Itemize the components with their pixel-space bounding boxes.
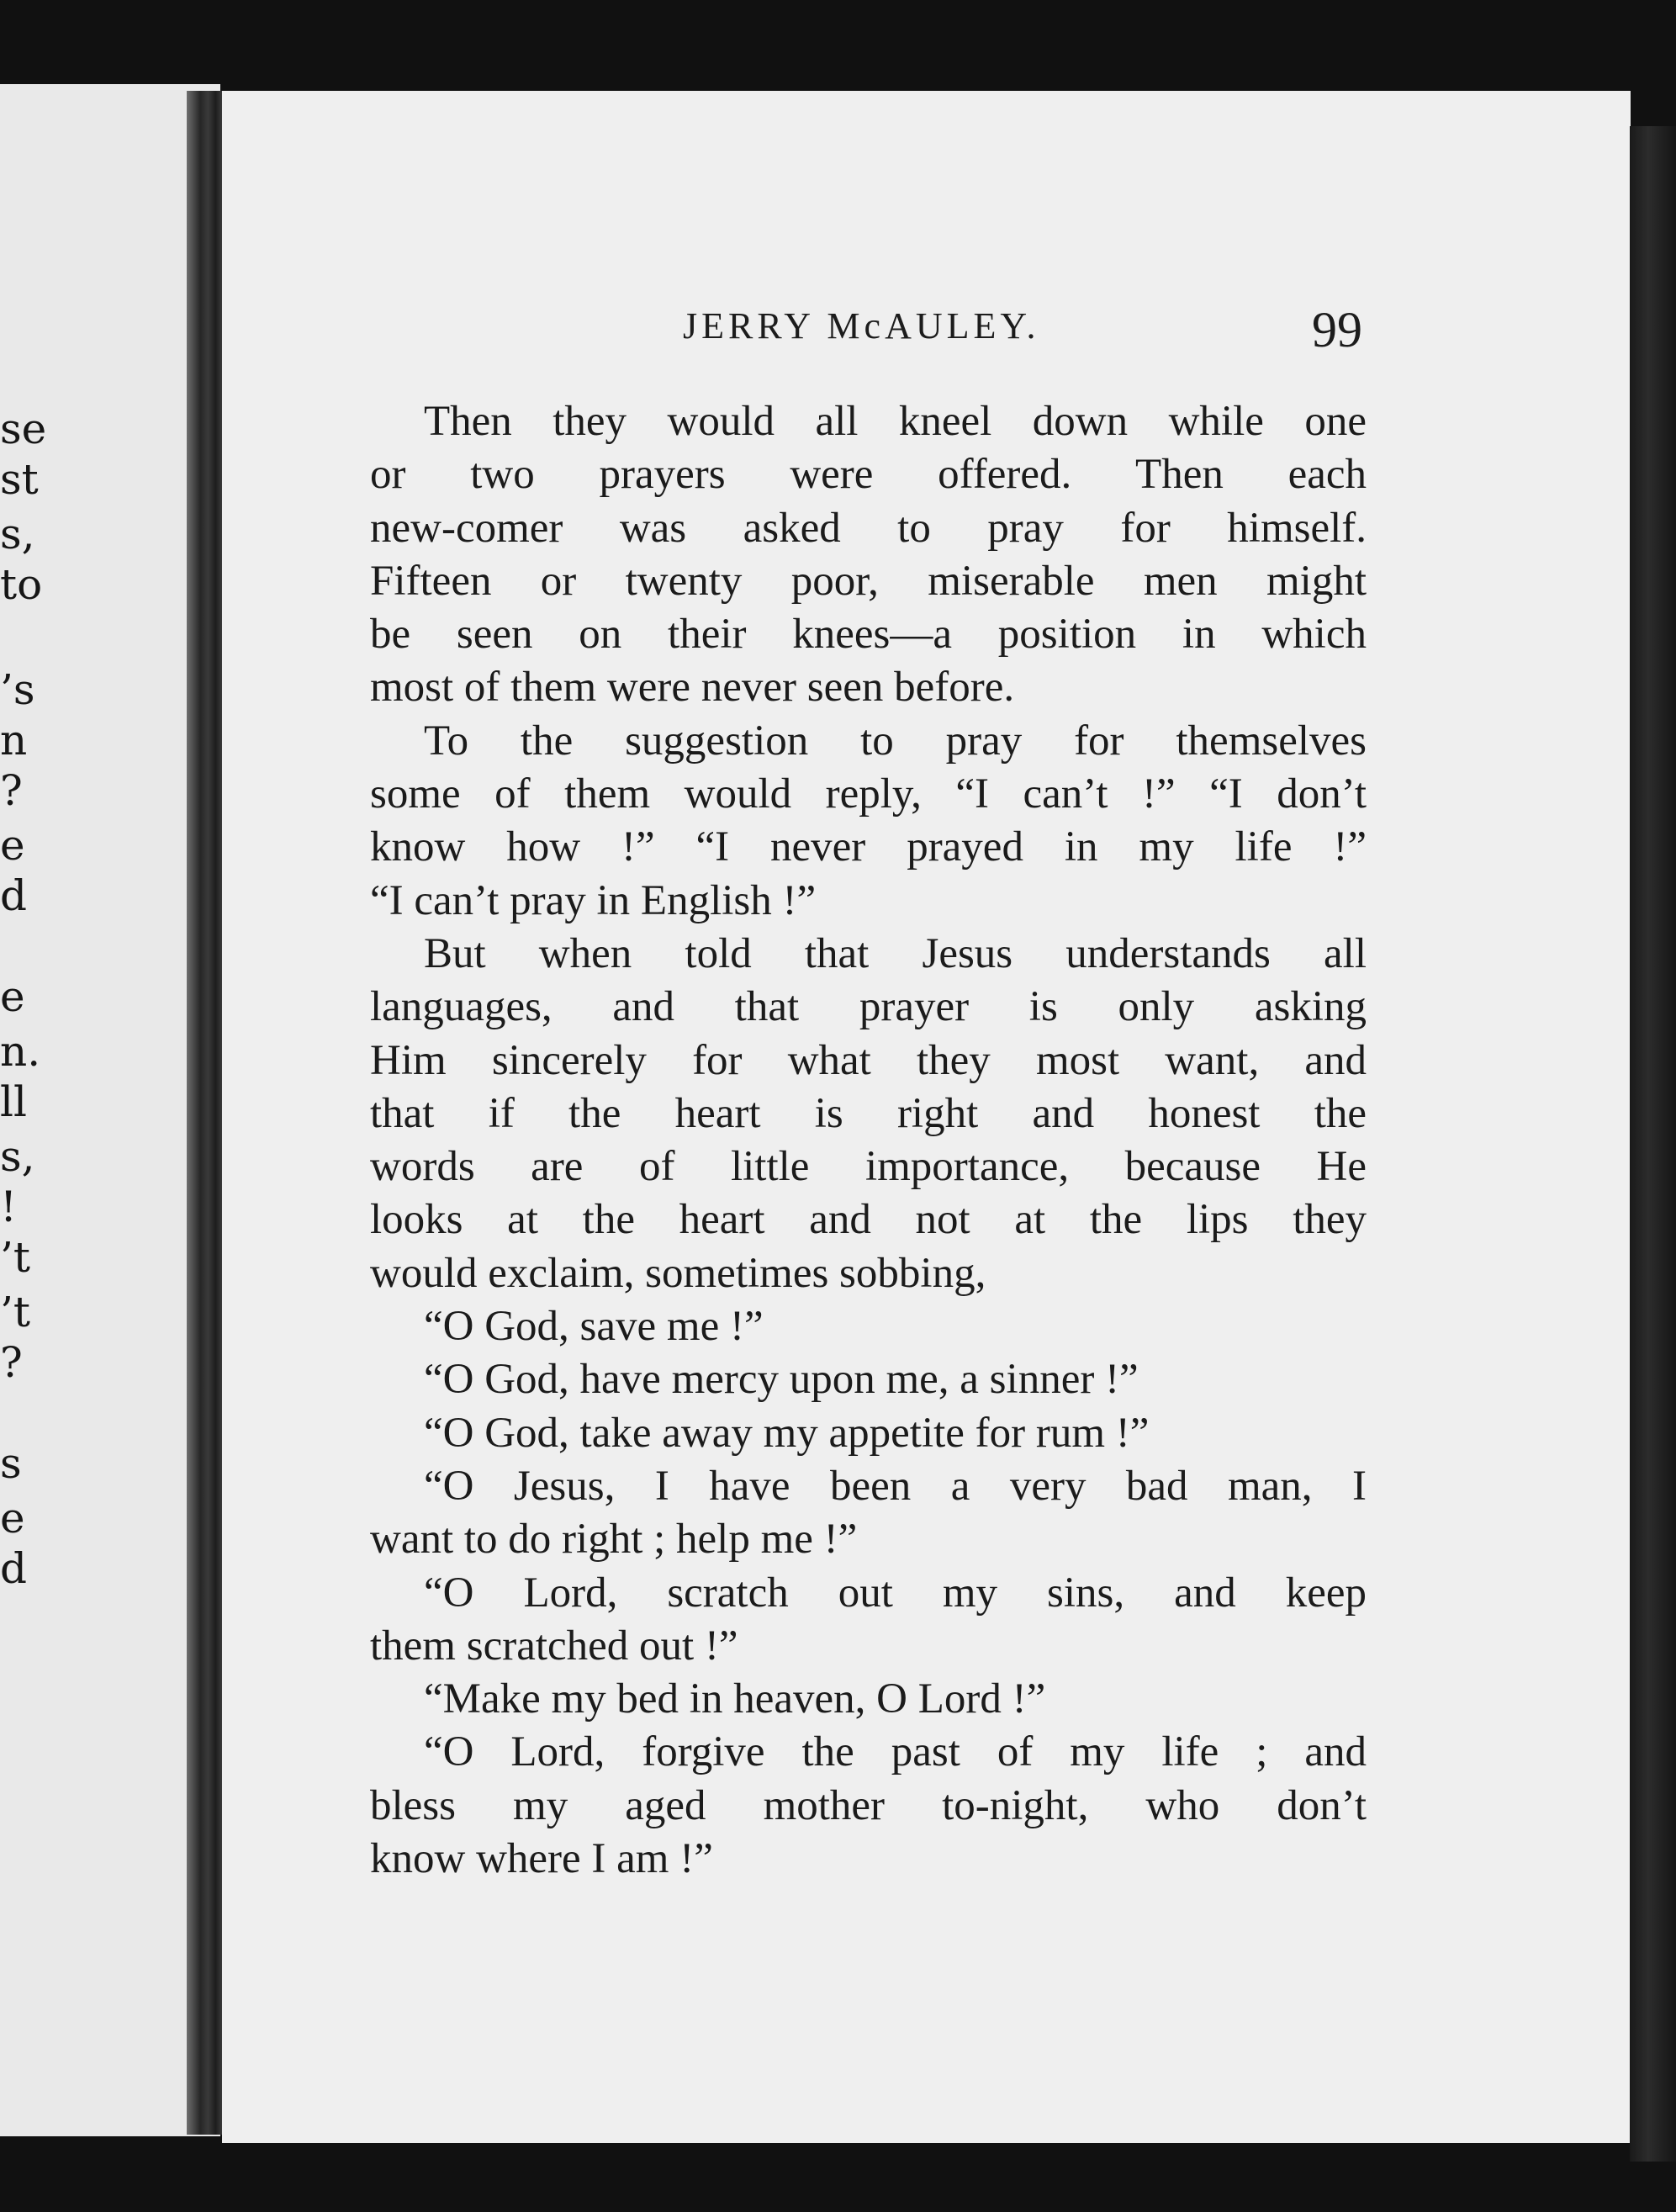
quoted-prayer	[370, 1726, 1367, 1886]
left-fragment: s,	[0, 1132, 35, 1181]
page-edge-shadow	[1630, 126, 1676, 2162]
book-gutter	[187, 91, 225, 2135]
left-fragment: e	[0, 821, 25, 870]
left-fragment: se	[0, 405, 47, 453]
quoted-prayer	[370, 1300, 1367, 1353]
text-line: would exclaim, sometimes sobbing,	[370, 1249, 986, 1297]
left-fragment: e	[0, 972, 25, 1021]
text-line: “O Lord, scratch out my sins, and keep	[424, 1569, 1367, 1617]
text-line: or two prayers were offered. Then each	[370, 451, 1367, 499]
left-fragment: n.	[0, 1027, 41, 1076]
left-fragment: n	[0, 716, 28, 765]
text-line: “O Jesus, I have been a very bad man, I	[424, 1462, 1367, 1510]
text-line: new-comer was asked to pray for himself.	[370, 504, 1367, 552]
left-fragment: to	[0, 560, 43, 609]
text-line: “O God, save me !”	[424, 1303, 764, 1351]
page-number: 99	[1312, 302, 1362, 357]
quoted-prayer	[370, 1407, 1367, 1460]
left-fragment: ’t	[0, 1288, 30, 1336]
text-line: that if the heart is right and honest the	[370, 1089, 1367, 1137]
text-line: most of them were never seen before.	[370, 664, 1015, 712]
text-line: “O God, have mercy upon me, a sinner !”	[424, 1356, 1139, 1404]
left-fragment: ?	[0, 766, 23, 815]
text-line: looks at the heart and not at the lips they	[370, 1196, 1367, 1244]
quoted-prayer	[370, 1353, 1367, 1406]
running-header-title: JERRY McAULEY.	[683, 305, 1040, 347]
text-line: Him sincerely for what they most want, and	[370, 1036, 1367, 1084]
text-line: Then they would all kneel down while one	[424, 398, 1367, 445]
text-line: be seen on their knees—a position in which	[370, 611, 1367, 659]
left-fragment: d	[0, 871, 28, 920]
paragraph	[370, 715, 1367, 928]
text-line: know how !” “I never prayed in my life !”	[370, 823, 1367, 871]
quoted-prayer	[370, 1567, 1367, 1674]
text-line: Fifteen or twenty poor, miserable men might	[370, 557, 1367, 605]
text-line: But when told that Jesus understands all	[424, 929, 1367, 977]
left-fragment: e	[0, 1494, 25, 1543]
text-line: want to do right ; help me !”	[370, 1516, 858, 1564]
text-line: know where I am !”	[370, 1835, 713, 1883]
paragraph	[370, 395, 1367, 715]
paragraph	[370, 928, 1367, 1300]
text-line: words are of little importance, because He	[370, 1143, 1367, 1191]
left-fragment: s,	[0, 510, 35, 558]
quoted-prayer	[370, 1673, 1367, 1726]
left-fragment: d	[0, 1544, 28, 1593]
text-line: them scratched out !”	[370, 1622, 738, 1670]
left-fragment: ’s	[0, 665, 35, 714]
text-line: languages, and that prayer is only asking	[370, 983, 1367, 1031]
page-body-text	[370, 395, 1367, 1886]
left-fragment: ’t	[0, 1233, 30, 1282]
left-fragment: ll	[0, 1077, 27, 1126]
quoted-prayer	[370, 1460, 1367, 1567]
text-line: “Make my bed in heaven, O Lord !”	[424, 1675, 1046, 1723]
left-fragment: st	[0, 455, 39, 504]
text-line: “I can’t pray in English !”	[370, 876, 817, 924]
text-line: “O God, take away my appetite for rum !”	[424, 1409, 1150, 1457]
text-line: some of them would reply, “I can’t !” “I don’t	[370, 770, 1367, 818]
left-fragment: ?	[0, 1338, 23, 1387]
text-line: bless my aged mother to-night, who don’t	[370, 1781, 1367, 1829]
text-line: “O Lord, forgive the past of my life ; and	[424, 1728, 1367, 1776]
text-line: To the suggestion to pray for themselves	[424, 717, 1367, 765]
left-fragment: s	[0, 1439, 22, 1488]
left-fragment: !	[0, 1183, 18, 1231]
